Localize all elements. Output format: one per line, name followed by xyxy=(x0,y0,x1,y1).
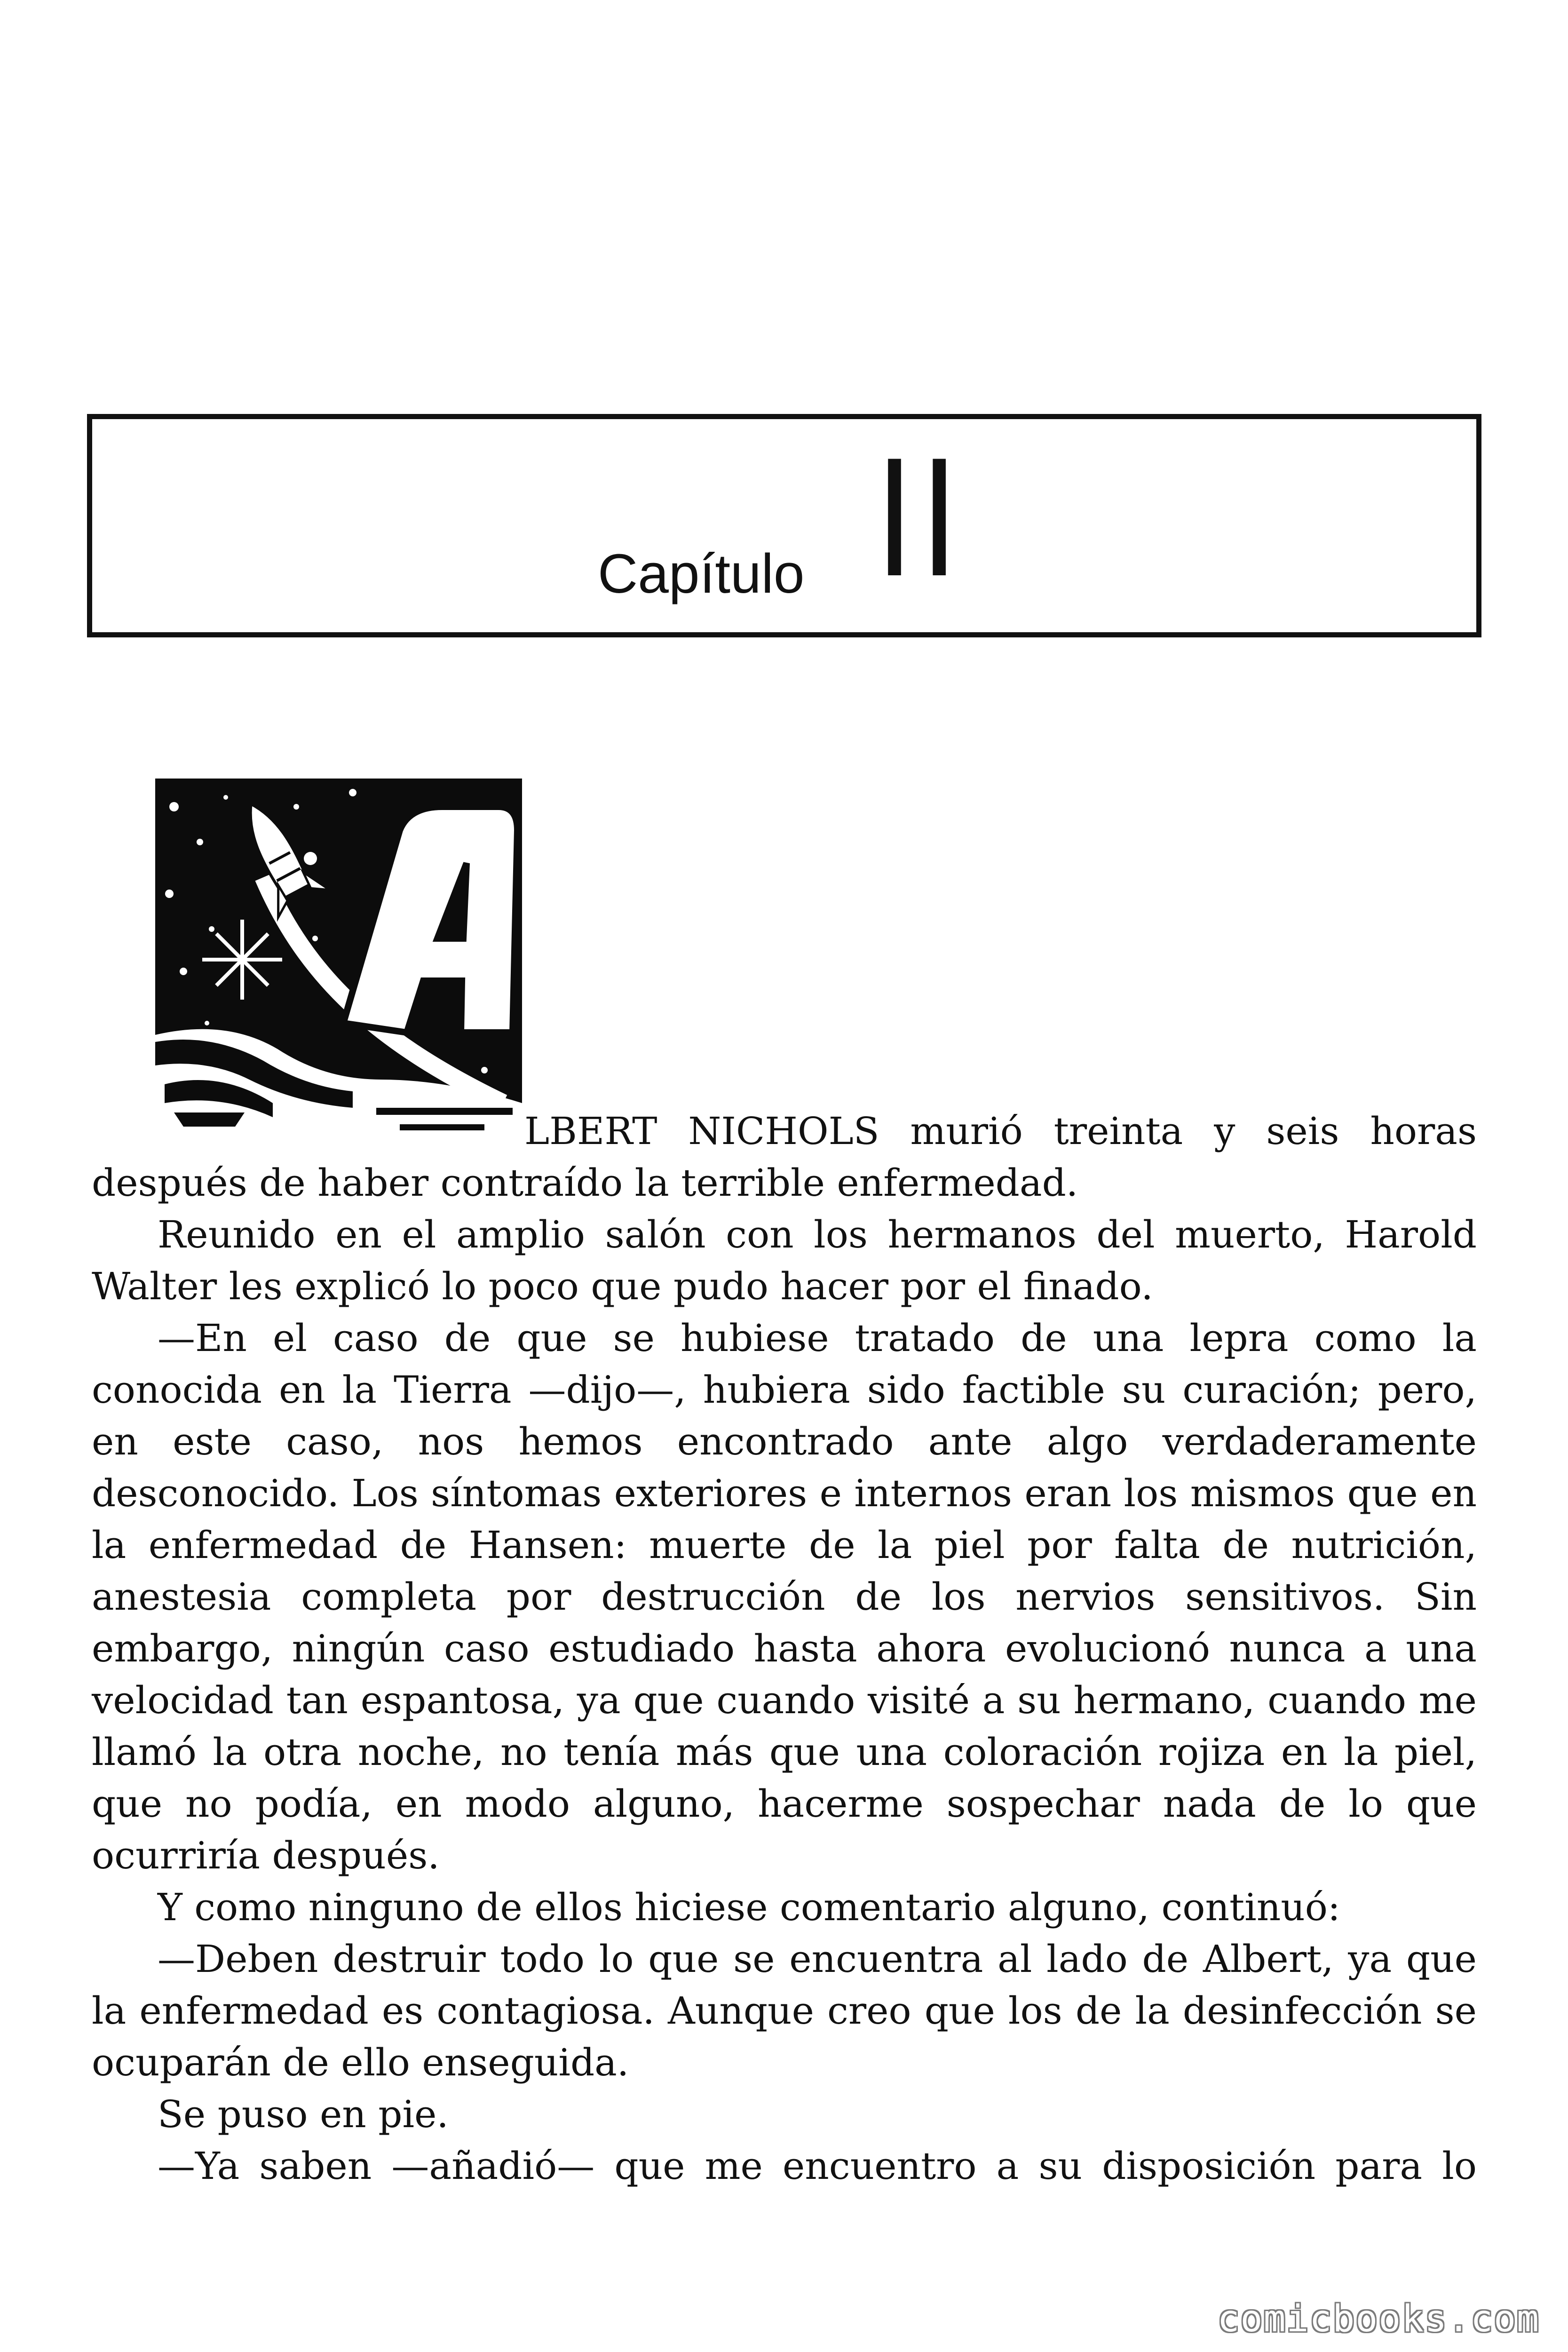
paragraph: Reunido en el amplio salón con los hermanos del muerto, Harold Walter les explicó lo poco que pudo hacer por el finado. xyxy=(92,1213,1477,1308)
paragraph: Se puso en pie. xyxy=(158,2092,449,2136)
paragraph: Y como ninguno de ellos hiciese comentario alguno, continuó: xyxy=(158,1885,1340,1929)
drop-cap-rocket-letter-icon xyxy=(155,779,522,1143)
paragraph-text: LBERT NICHOLS murió treinta y seis horas después de haber contraído la terrible enfermedad. xyxy=(92,1109,1477,1205)
paragraph: —Deben destruir todo lo que se encuentra al lado de Albert, ya que la enfermedad es contagiosa. Aunque creo que los de la desinfección se ocuparán de ello enseguida. xyxy=(92,1937,1477,2084)
chapter-numeral: II xyxy=(875,422,965,612)
chapter-label: Capítulo xyxy=(598,543,805,605)
chapter-heading-box xyxy=(87,414,1481,637)
paragraph xyxy=(92,1105,1477,1209)
paragraph: —Ya saben —añadió— que me encuentro a su disposición para lo xyxy=(158,2144,1477,2188)
chapter-body-text xyxy=(92,1105,1477,2192)
watermark: comicbooks.com xyxy=(1217,2298,1540,2340)
paragraph: —En el caso de que se hubiese tratado de una lepra como la conocida en la Tierra —dijo—, hubiera sido factible su curación; pero, en este caso, nos hemos encontrado ante algo verdaderamente desconocido. Los síntomas exteriores e internos eran los mismos que en la enfermedad de Hansen: muerte de la piel por falta de nutrición, anestesia completa por destrucción de los nervios sensitivos. Sin embargo, ningún caso estudiado hasta ahora evolucionó nunca a una velocidad tan espantosa, ya que cuando visité a su hermano, cuando me llamó la otra noche, no tenía más que una coloración rojiza en la piel, que no podía, en modo alguno, hacerme sospechar nada de lo que ocurriría después. xyxy=(92,1316,1477,1877)
drop-cap-illustration xyxy=(155,779,522,1143)
